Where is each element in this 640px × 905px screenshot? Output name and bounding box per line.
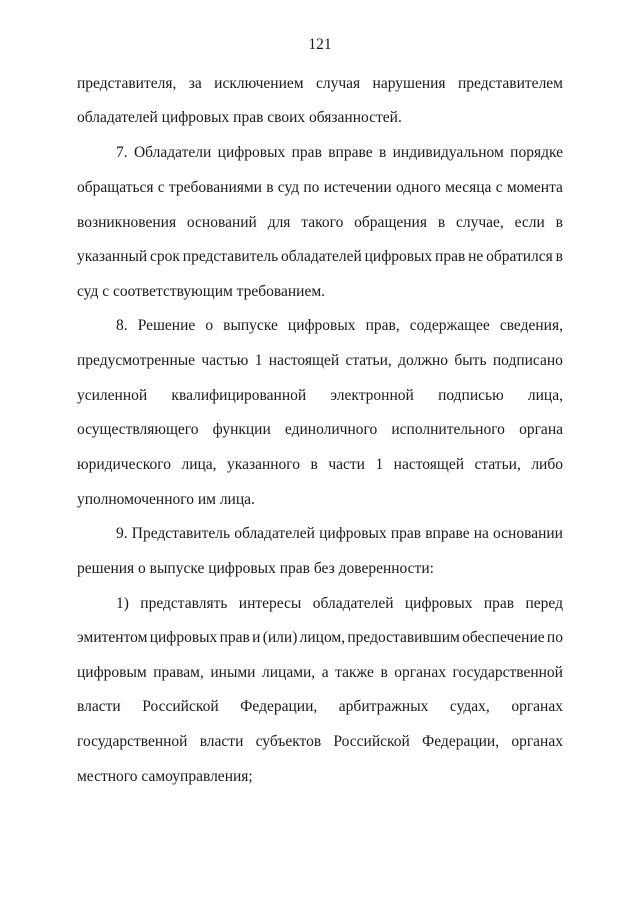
word: части: [328, 456, 365, 473]
text-line: [77, 178, 563, 198]
word: прав: [483, 595, 515, 612]
word: в: [266, 179, 274, 196]
word: судах,: [449, 698, 490, 715]
word: быть: [454, 352, 487, 369]
word: органах: [511, 698, 563, 715]
word: случае,: [455, 214, 504, 231]
word: с: [495, 179, 503, 196]
word: подписано: [492, 352, 563, 369]
text-line: [77, 386, 563, 406]
word: не: [468, 248, 484, 265]
word: обращения: [354, 214, 427, 231]
word: представлять: [140, 595, 228, 612]
word: вправе: [328, 144, 373, 161]
word: по: [546, 629, 563, 646]
word: такого: [301, 214, 344, 231]
word: вправе: [425, 525, 470, 542]
word: Решение: [137, 317, 196, 334]
word: квалифицированной: [171, 387, 307, 404]
word: обладателей: [234, 525, 315, 542]
word: исполнительного: [391, 421, 505, 438]
word: месяца: [445, 179, 492, 196]
word: цифровых: [319, 525, 387, 542]
word: для: [267, 214, 291, 231]
word: если: [514, 214, 545, 231]
word: о: [205, 317, 214, 334]
text-line: [77, 697, 563, 717]
word: функции: [212, 421, 271, 438]
word: Обладатели: [133, 144, 212, 161]
word: предусмотренные: [77, 352, 196, 369]
word: нарушения: [372, 75, 446, 92]
word: истечении: [323, 179, 392, 196]
word: цифровым: [77, 664, 147, 681]
word: представителем: [457, 75, 563, 92]
word: Представитель: [131, 525, 231, 542]
word: основании: [493, 525, 563, 542]
word: цифровых: [149, 629, 218, 646]
text-line: [77, 247, 563, 267]
word: на: [473, 525, 489, 542]
word: прав: [435, 248, 466, 265]
word: органа: [519, 421, 563, 438]
word: представитель: [182, 248, 279, 265]
word: в: [555, 248, 563, 265]
word: 1): [116, 595, 129, 612]
word: указанный: [77, 248, 148, 265]
word: 9.: [116, 525, 128, 542]
text-line: уполномоченного им лица.: [77, 491, 255, 508]
word: лицом,: [299, 629, 346, 646]
word: Федерации,: [422, 733, 500, 750]
word: содержащее: [409, 317, 490, 334]
word: случая: [315, 75, 361, 92]
word: в: [378, 144, 387, 161]
word: государственной: [452, 664, 563, 681]
word: Федерации,: [240, 698, 318, 715]
text-line: [77, 732, 563, 752]
text-line: [77, 455, 563, 475]
page-number: 121: [308, 36, 332, 53]
word: юридического: [77, 456, 171, 473]
word: а: [321, 664, 329, 681]
word: единоличного: [284, 421, 378, 438]
word: требованиями: [168, 179, 262, 196]
word: прав: [219, 629, 250, 646]
word: настоящей: [268, 352, 340, 369]
word: обеспечение: [462, 629, 545, 646]
word: сведения,: [499, 317, 563, 334]
text-line: обладателей цифровых прав своих обязанностей.: [77, 109, 402, 126]
word: обладателей: [312, 595, 394, 612]
word: и: [252, 629, 261, 646]
word: предоставившим: [347, 629, 460, 646]
word: выпуске: [223, 317, 278, 334]
word: по: [303, 179, 320, 196]
word: прав: [291, 144, 322, 161]
word: статьи,: [474, 456, 521, 473]
text-line: [77, 74, 563, 94]
word: субъектов: [255, 733, 322, 750]
word: настоящей: [393, 456, 464, 473]
word: лицами,: [262, 664, 316, 681]
text-line: [77, 351, 563, 371]
word: правам,: [153, 664, 204, 681]
word: 8.: [116, 317, 128, 334]
word: в: [380, 664, 388, 681]
text-line: [77, 420, 563, 440]
word: оснований: [186, 214, 257, 231]
word: момента: [506, 179, 563, 196]
word: (или): [262, 629, 298, 646]
word: лица,: [527, 387, 563, 404]
word: порядке: [510, 144, 563, 161]
word: Российской: [142, 698, 219, 715]
word: прав: [390, 525, 422, 542]
word: обладателей: [281, 248, 362, 265]
word: в: [555, 214, 563, 231]
word: органах: [511, 733, 563, 750]
word: арбитражных: [338, 698, 429, 715]
text-line: [116, 524, 563, 544]
word: в: [437, 214, 446, 231]
text-line: решения о выпуске цифровых прав без доверенности:: [77, 560, 434, 577]
word: цифровых: [217, 144, 286, 161]
text-line: [116, 316, 563, 336]
word: исключением: [214, 75, 304, 92]
text-line: [77, 213, 563, 233]
word: за: [188, 75, 202, 92]
word: эмитентом: [77, 629, 148, 646]
word: цифровых: [404, 595, 473, 612]
text-line: [116, 594, 563, 614]
word: либо: [531, 456, 563, 473]
word: органах: [394, 664, 446, 681]
word: представителя,: [77, 75, 177, 92]
word: иными: [210, 664, 256, 681]
word: также: [335, 664, 374, 681]
text-line: местного самоуправления;: [77, 768, 253, 785]
word: с: [157, 179, 165, 196]
word: указанного: [227, 456, 301, 473]
word: интересы: [238, 595, 302, 612]
word: электронной: [330, 387, 414, 404]
word: цифровых: [364, 248, 433, 265]
word: срок: [150, 248, 180, 265]
word: должно: [398, 352, 449, 369]
word: обратился: [486, 248, 553, 265]
word: статьи,: [345, 352, 392, 369]
word: прав,: [365, 317, 400, 334]
word: государственной: [77, 733, 188, 750]
word: суд: [277, 179, 300, 196]
word: обращаться: [77, 179, 154, 196]
word: власти: [199, 733, 244, 750]
word: 1: [254, 352, 263, 369]
word: цифровых: [287, 317, 356, 334]
word: подписью: [438, 387, 504, 404]
word: 7.: [116, 144, 128, 161]
word: осуществляющего: [77, 421, 199, 438]
word: одного: [395, 179, 441, 196]
text-line: [77, 663, 563, 683]
word: возникновения: [77, 214, 177, 231]
text-line: [116, 143, 563, 163]
word: индивидуальном: [392, 144, 504, 161]
word: частью: [201, 352, 249, 369]
word: лица,: [181, 456, 217, 473]
word: 1: [375, 456, 384, 473]
word: власти: [77, 698, 121, 715]
word: Российской: [333, 733, 410, 750]
text-line: суд с соответствующим требованием.: [77, 283, 326, 300]
word: в: [310, 456, 318, 473]
word: усиленной: [77, 387, 148, 404]
word: перед: [525, 595, 563, 612]
text-line: [77, 628, 563, 648]
